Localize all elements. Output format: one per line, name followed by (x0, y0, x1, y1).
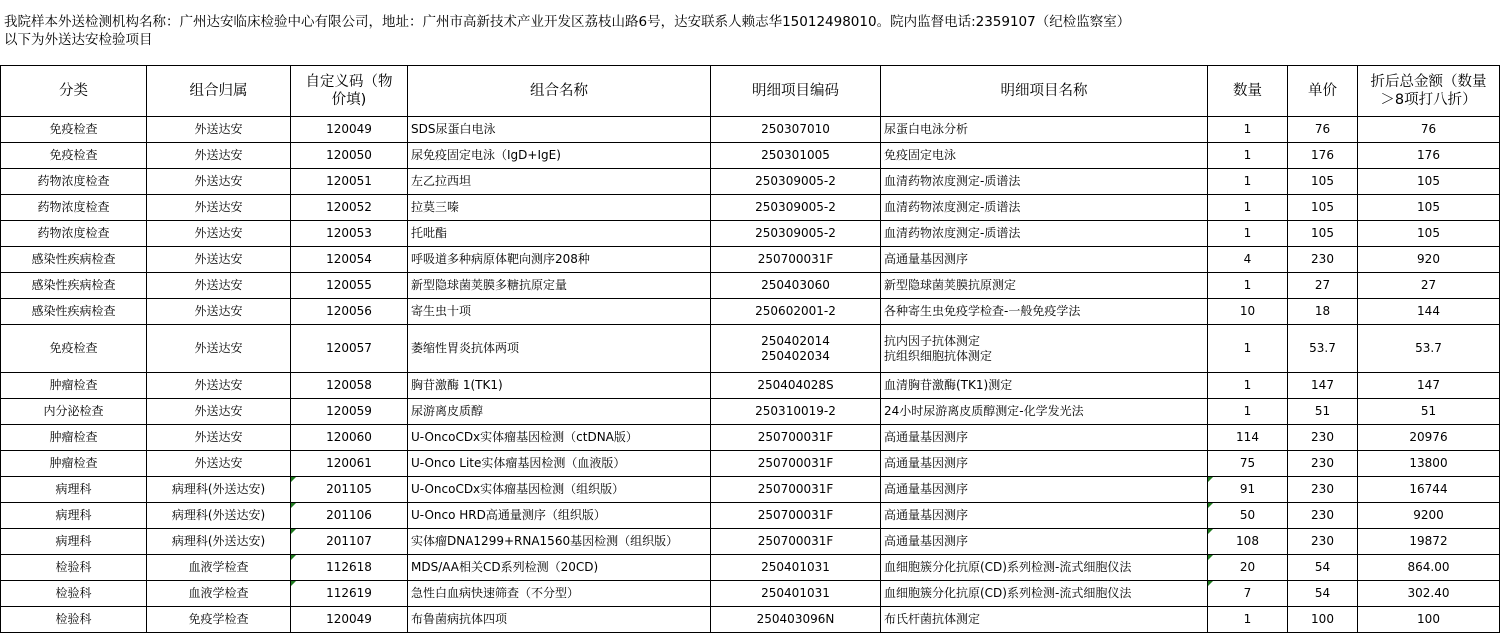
group-cell: 外送达安 (147, 117, 291, 143)
table-body (1, 117, 1500, 633)
group-cell: 外送达安 (147, 195, 291, 221)
quantity-cell: 1 (1208, 373, 1288, 399)
combo-name-cell: MDS/AA相关CD系列检测（20CD) (408, 555, 711, 581)
table-row (1, 143, 1500, 169)
custom-code-cell: 201107 (291, 529, 408, 555)
item-name-cell: 新型隐球菌荚膜抗原测定 (881, 273, 1208, 299)
custom-code-cell: 120051 (291, 169, 408, 195)
quantity-cell: 1 (1208, 325, 1288, 373)
category-cell: 感染性疾病检查 (1, 273, 147, 299)
combo-name-cell: 实体瘤DNA1299+RNA1560基因检测（组织版） (408, 529, 711, 555)
table-row (1, 117, 1500, 143)
category-cell: 免疫检查 (1, 117, 147, 143)
combo-name-cell: U-Onco HRD高通量测序（组织版） (408, 503, 711, 529)
total-cell: 105 (1358, 195, 1500, 221)
category-cell: 药物浓度检查 (1, 195, 147, 221)
total-cell: 144 (1358, 299, 1500, 325)
item-name-cell: 高通量基因测序 (881, 451, 1208, 477)
quantity-cell: 1 (1208, 117, 1288, 143)
item-name-cell: 抗内因子抗体测定 抗组织细胞抗体测定 (881, 325, 1208, 373)
unit-price-cell: 54 (1288, 555, 1358, 581)
category-cell: 检验科 (1, 581, 147, 607)
custom-code-cell: 201106 (291, 503, 408, 529)
group-cell: 血液学检查 (147, 555, 291, 581)
item-code-cell: 250402014 250402034 (711, 325, 881, 373)
group-cell: 外送达安 (147, 273, 291, 299)
item-code-cell: 250700031F (711, 503, 881, 529)
col-header-category: 分类 (1, 66, 147, 117)
item-code-cell: 250700031F (711, 247, 881, 273)
category-cell: 肿瘤检查 (1, 425, 147, 451)
combo-name-cell: 急性白血病快速筛查（不分型） (408, 581, 711, 607)
item-name-cell: 高通量基因测序 (881, 247, 1208, 273)
table-row (1, 325, 1500, 373)
unit-price-cell: 230 (1288, 477, 1358, 503)
total-cell: 19872 (1358, 529, 1500, 555)
item-code-cell: 250700031F (711, 529, 881, 555)
item-code-cell: 250309005-2 (711, 221, 881, 247)
item-code-cell: 250403096N (711, 607, 881, 633)
table-row (1, 477, 1500, 503)
combo-name-cell: U-Onco Lite实体瘤基因检测（血液版） (408, 451, 711, 477)
category-cell: 病理科 (1, 477, 147, 503)
combo-name-cell: 布鲁菌病抗体四项 (408, 607, 711, 633)
unit-price-cell: 176 (1288, 143, 1358, 169)
item-name-cell: 血细胞簇分化抗原(CD)系列检测-流式细胞仪法 (881, 581, 1208, 607)
category-cell: 检验科 (1, 555, 147, 581)
table-row (1, 247, 1500, 273)
combo-name-cell: 胸苷激酶 1(TK1) (408, 373, 711, 399)
combo-name-cell: 左乙拉西坦 (408, 169, 711, 195)
total-cell: 20976 (1358, 425, 1500, 451)
col-header-quantity: 数量 (1208, 66, 1288, 117)
total-cell: 864.00 (1358, 555, 1500, 581)
item-code-cell: 250403060 (711, 273, 881, 299)
total-cell: 105 (1358, 221, 1500, 247)
table-row (1, 169, 1500, 195)
custom-code-cell: 120061 (291, 451, 408, 477)
item-code-cell: 250301005 (711, 143, 881, 169)
total-cell: 13800 (1358, 451, 1500, 477)
unit-price-cell: 27 (1288, 273, 1358, 299)
col-header-item-name: 明细项目名称 (881, 66, 1208, 117)
custom-code-cell: 120059 (291, 399, 408, 425)
unit-price-cell: 105 (1288, 195, 1358, 221)
combo-name-cell: 拉莫三嗪 (408, 195, 711, 221)
combo-name-cell: U-OncoCDx实体瘤基因检测（组织版） (408, 477, 711, 503)
unit-price-cell: 76 (1288, 117, 1358, 143)
group-cell: 外送达安 (147, 299, 291, 325)
item-name-cell: 血清药物浓度测定-质谱法 (881, 169, 1208, 195)
group-cell: 外送达安 (147, 425, 291, 451)
group-cell: 外送达安 (147, 325, 291, 373)
category-cell: 肿瘤检查 (1, 373, 147, 399)
group-cell: 外送达安 (147, 169, 291, 195)
category-cell: 免疫检查 (1, 143, 147, 169)
combo-name-cell: 呼吸道多种病原体靶向测序208种 (408, 247, 711, 273)
item-name-cell: 血清药物浓度测定-质谱法 (881, 221, 1208, 247)
total-cell: 51 (1358, 399, 1500, 425)
combo-name-cell: U-OncoCDx实体瘤基因检测（ctDNA版） (408, 425, 711, 451)
col-header-combo-name: 组合名称 (408, 66, 711, 117)
custom-code-cell: 201105 (291, 477, 408, 503)
total-cell: 16744 (1358, 477, 1500, 503)
item-name-cell: 血清药物浓度测定-质谱法 (881, 195, 1208, 221)
item-code-cell: 250602001-2 (711, 299, 881, 325)
group-cell: 病理科(外送达安) (147, 503, 291, 529)
table-row (1, 221, 1500, 247)
category-cell: 病理科 (1, 529, 147, 555)
total-cell: 9200 (1358, 503, 1500, 529)
intro-line-2: 以下为外送达安检验项目 (4, 32, 153, 48)
table-row (1, 399, 1500, 425)
unit-price-cell: 51 (1288, 399, 1358, 425)
item-code-cell: 250404028S (711, 373, 881, 399)
col-header-custom-code: 自定义码（物价填) (291, 66, 408, 117)
group-cell: 病理科(外送达安) (147, 477, 291, 503)
category-cell: 病理科 (1, 503, 147, 529)
item-code-cell: 250310019-2 (711, 399, 881, 425)
custom-code-cell: 120053 (291, 221, 408, 247)
table-row (1, 451, 1500, 477)
custom-code-cell: 120049 (291, 607, 408, 633)
combo-name-cell: 寄生虫十项 (408, 299, 711, 325)
unit-price-cell: 230 (1288, 247, 1358, 273)
combo-name-cell: 新型隐球菌荚膜多糖抗原定量 (408, 273, 711, 299)
table-row (1, 529, 1500, 555)
quantity-cell: 1 (1208, 221, 1288, 247)
item-name-cell: 高通量基因测序 (881, 503, 1208, 529)
combo-name-cell: 尿免疫固定电泳（IgD+IgE) (408, 143, 711, 169)
category-cell: 内分泌检查 (1, 399, 147, 425)
group-cell: 外送达安 (147, 399, 291, 425)
total-cell: 53.7 (1358, 325, 1500, 373)
item-code-cell: 250309005-2 (711, 169, 881, 195)
category-cell: 感染性疾病检查 (1, 247, 147, 273)
item-name-cell: 24小时尿游离皮质醇测定-化学发光法 (881, 399, 1208, 425)
item-code-cell: 250307010 (711, 117, 881, 143)
table-row (1, 373, 1500, 399)
item-name-cell: 各种寄生虫免疫学检查-一般免疫学法 (881, 299, 1208, 325)
unit-price-cell: 105 (1288, 169, 1358, 195)
custom-code-cell: 120057 (291, 325, 408, 373)
unit-price-cell: 147 (1288, 373, 1358, 399)
combo-name-cell: SDS尿蛋白电泳 (408, 117, 711, 143)
item-code-cell: 250401031 (711, 555, 881, 581)
custom-code-cell: 120060 (291, 425, 408, 451)
group-cell: 外送达安 (147, 221, 291, 247)
quantity-cell: 1 (1208, 607, 1288, 633)
header-row (1, 66, 1500, 117)
category-cell: 药物浓度检查 (1, 169, 147, 195)
unit-price-cell: 230 (1288, 451, 1358, 477)
intro-text (4, 13, 1130, 49)
total-cell: 302.40 (1358, 581, 1500, 607)
item-name-cell: 高通量基因测序 (881, 425, 1208, 451)
quantity-cell: 75 (1208, 451, 1288, 477)
custom-code-cell: 120052 (291, 195, 408, 221)
table-row (1, 607, 1500, 633)
col-header-discounted-total: 折后总金额（数量＞8项打八折） (1358, 66, 1500, 117)
outsourced-tests-table (0, 65, 1500, 633)
total-cell: 920 (1358, 247, 1500, 273)
quantity-cell: 20 (1208, 555, 1288, 581)
table-row (1, 581, 1500, 607)
custom-code-cell: 120054 (291, 247, 408, 273)
col-header-unit-price: 单价 (1288, 66, 1358, 117)
unit-price-cell: 18 (1288, 299, 1358, 325)
group-cell: 血液学检查 (147, 581, 291, 607)
total-cell: 147 (1358, 373, 1500, 399)
table-row (1, 273, 1500, 299)
custom-code-cell: 120049 (291, 117, 408, 143)
quantity-cell: 1 (1208, 399, 1288, 425)
quantity-cell: 108 (1208, 529, 1288, 555)
table-row (1, 425, 1500, 451)
table-row (1, 503, 1500, 529)
unit-price-cell: 230 (1288, 529, 1358, 555)
item-name-cell: 血细胞簇分化抗原(CD)系列检测-流式细胞仪法 (881, 555, 1208, 581)
quantity-cell: 91 (1208, 477, 1288, 503)
table-row (1, 195, 1500, 221)
quantity-cell: 1 (1208, 169, 1288, 195)
group-cell: 外送达安 (147, 373, 291, 399)
total-cell: 105 (1358, 169, 1500, 195)
table-row (1, 299, 1500, 325)
item-code-cell: 250401031 (711, 581, 881, 607)
unit-price-cell: 54 (1288, 581, 1358, 607)
combo-name-cell: 托吡酯 (408, 221, 711, 247)
quantity-cell: 7 (1208, 581, 1288, 607)
custom-code-cell: 112618 (291, 555, 408, 581)
item-code-cell: 250700031F (711, 477, 881, 503)
item-code-cell: 250700031F (711, 425, 881, 451)
quantity-cell: 4 (1208, 247, 1288, 273)
quantity-cell: 1 (1208, 195, 1288, 221)
item-name-cell: 尿蛋白电泳分析 (881, 117, 1208, 143)
item-name-cell: 免疫固定电泳 (881, 143, 1208, 169)
item-code-cell: 250309005-2 (711, 195, 881, 221)
category-cell: 检验科 (1, 607, 147, 633)
quantity-cell: 50 (1208, 503, 1288, 529)
combo-name-cell: 尿游离皮质醇 (408, 399, 711, 425)
group-cell: 免疫学检查 (147, 607, 291, 633)
quantity-cell: 114 (1208, 425, 1288, 451)
unit-price-cell: 105 (1288, 221, 1358, 247)
item-code-cell: 250700031F (711, 451, 881, 477)
quantity-cell: 1 (1208, 273, 1288, 299)
total-cell: 76 (1358, 117, 1500, 143)
total-cell: 176 (1358, 143, 1500, 169)
custom-code-cell: 120056 (291, 299, 408, 325)
unit-price-cell: 100 (1288, 607, 1358, 633)
combo-name-cell: 萎缩性胃炎抗体两项 (408, 325, 711, 373)
item-name-cell: 血清胸苷激酶(TK1)测定 (881, 373, 1208, 399)
group-cell: 病理科(外送达安) (147, 529, 291, 555)
unit-price-cell: 53.7 (1288, 325, 1358, 373)
category-cell: 免疫检查 (1, 325, 147, 373)
group-cell: 外送达安 (147, 143, 291, 169)
custom-code-cell: 112619 (291, 581, 408, 607)
quantity-cell: 1 (1208, 143, 1288, 169)
total-cell: 27 (1358, 273, 1500, 299)
category-cell: 肿瘤检查 (1, 451, 147, 477)
category-cell: 感染性疾病检查 (1, 299, 147, 325)
quantity-cell: 10 (1208, 299, 1288, 325)
item-name-cell: 高通量基因测序 (881, 477, 1208, 503)
custom-code-cell: 120055 (291, 273, 408, 299)
custom-code-cell: 120050 (291, 143, 408, 169)
item-name-cell: 高通量基因测序 (881, 529, 1208, 555)
col-header-group: 组合归属 (147, 66, 291, 117)
total-cell: 100 (1358, 607, 1500, 633)
category-cell: 药物浓度检查 (1, 221, 147, 247)
item-name-cell: 布氏杆菌抗体测定 (881, 607, 1208, 633)
table-row (1, 555, 1500, 581)
group-cell: 外送达安 (147, 247, 291, 273)
group-cell: 外送达安 (147, 451, 291, 477)
col-header-item-code: 明细项目编码 (711, 66, 881, 117)
unit-price-cell: 230 (1288, 425, 1358, 451)
intro-line-1: 我院样本外送检测机构名称：广州达安临床检验中心有限公司，地址：广州市高新技术产业开发区荔枝山路6号，达安联系人赖志华15012498010。院内监督电话:2359107（纪检监察室） (4, 14, 1131, 30)
unit-price-cell: 230 (1288, 503, 1358, 529)
custom-code-cell: 120058 (291, 373, 408, 399)
